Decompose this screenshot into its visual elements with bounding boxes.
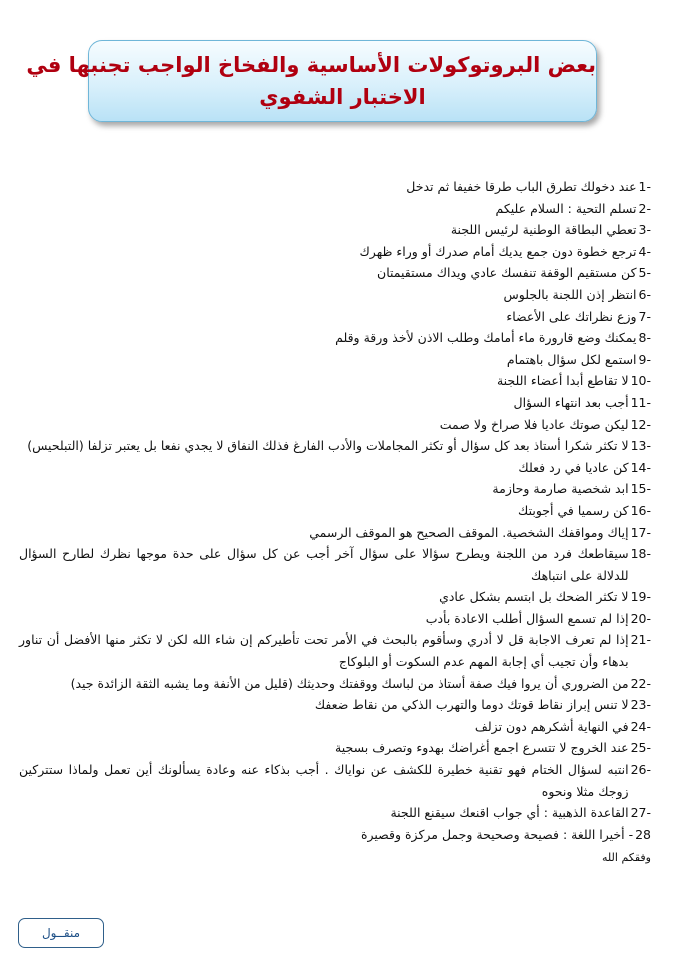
protocol-list [19, 176, 651, 845]
list-item-number: 7- [638, 308, 651, 324]
list-item [19, 586, 651, 608]
list-item [19, 673, 651, 695]
list-item-text: انتبه لسؤال الختام فهو تقنية خطيرة للكشف عن نواياك . أجب بذكاء عنه وعادة يسألونك أين تعمل ولماذا ستتركين زوجك مثلا ونحوه [19, 762, 629, 799]
list-item [19, 608, 651, 630]
list-item [19, 370, 651, 392]
list-item [19, 802, 651, 824]
list-item [19, 522, 651, 544]
list-item [19, 198, 651, 220]
list-item [19, 435, 651, 457]
list-item-number: 28 [635, 826, 651, 842]
list-item-text: تسلم التحية : السلام عليكم [495, 200, 637, 216]
list-item [19, 759, 651, 802]
list-item-text: إذا لم تسمع السؤال أطلب الاعادة بأدب [425, 610, 629, 626]
list-item [19, 824, 651, 846]
list-item-number: 25- [630, 740, 651, 756]
list-item-text: سيقاطعك فرد من اللجنة ويطرح سؤالا على سؤال آخر أجب عن كل سؤال على حدة موجها نظرك لطارح السؤال للدلالة على انتباهك [19, 546, 629, 583]
list-item-number: 1- [638, 179, 651, 194]
list-item [19, 737, 651, 759]
list-item [19, 478, 651, 500]
list-item-text: إياك ومواقفك الشخصية. الموقف الصحيح هو الموقف الرسمي [309, 524, 629, 540]
list-item-text: كن مستقيم الوقفة تنفسك عادي ويداك مستقيمتان [377, 265, 637, 281]
list-item-number: 27- [630, 805, 651, 821]
list-item-number: 21- [630, 632, 651, 648]
list-item-number: 9- [638, 351, 651, 367]
list-item-number: 14- [630, 459, 651, 475]
list-item-number: 19- [630, 589, 651, 605]
list-item [19, 629, 651, 672]
list-item-number: 8- [638, 330, 651, 346]
list-item [19, 716, 651, 738]
page-title-line-1: بعض البروتوكولات الأساسية والفخاخ الواجب تجنبها في [26, 53, 596, 77]
list-item [19, 349, 651, 371]
list-item [19, 176, 651, 198]
list-item-number: 6- [638, 286, 651, 302]
list-item-number: 18- [630, 546, 651, 562]
list-item-number: 23- [630, 697, 651, 713]
list-item-text: انتظر إذن اللجنة بالجلوس [503, 286, 637, 302]
list-item [19, 262, 651, 284]
list-item-text: - أخيرا اللغة : فصيحة وصحيحة وجمل مركزة وقصيرة [360, 826, 634, 842]
list-item [19, 694, 651, 716]
list-item-number: 4- [638, 243, 651, 259]
list-item-text: لا تقاطع أبدا أعضاء اللجنة [496, 373, 629, 389]
list-item [19, 241, 651, 263]
list-item-number: 3- [638, 222, 651, 238]
list-item-text: أجب بعد انتهاء السؤال [513, 394, 629, 410]
list-item-text: كن عاديا في رد فعلك [518, 459, 629, 475]
list-item-text: يمكنك وضع قارورة ماء أمامك وطلب الاذن لأخذ ورقة وقلم [335, 330, 637, 346]
list-item [19, 219, 651, 241]
list-item [19, 284, 651, 306]
list-item-text: ترجع خطوة دون جمع يديك أمام صدرك أو وراء ظهرك [359, 243, 637, 259]
list-item-text: عند دخولك تطرق الباب طرقا خفيفا ثم تدخل [406, 179, 637, 194]
list-item [19, 306, 651, 328]
list-item [19, 543, 651, 586]
list-item-number: 24- [630, 718, 651, 734]
list-item-text: لا تكثر الضحك بل ابتسم بشكل عادي [439, 589, 629, 605]
list-item [19, 457, 651, 479]
list-item-number: 10- [630, 373, 651, 389]
list-item-text: ليكن صوتك عاديا فلا صراخ ولا صمت [439, 416, 629, 432]
list-item-text: إذا لم تعرف الاجابة قل لا أدري وسأقوم بالبحث في الأمر تحت تأطيركم إن شاء الله لكن لا تكثر منها الأفضل أن تناور بدهاء وأن تجيب أي إجابة المهم عدم السكوت أو البلوكاج [19, 632, 629, 670]
list-item-text: في النهاية أشكرهم دون تزلف [474, 718, 629, 734]
list-item-text: تعطي البطاقة الوطنية لرئيس اللجنة [450, 222, 637, 238]
list-item-number: 11- [630, 394, 651, 410]
list-item-number: 22- [630, 675, 651, 691]
list-item-text: لا تكثر شكرا أستاذ بعد كل سؤال أو تكثر المجاملات والأدب الفارغ فذلك النفاق لا يجدي نفعا بل يعتبر تزلفا (التبلحيس) [27, 438, 629, 454]
list-item-text: وزع نظراتك على الأعضاء [506, 308, 637, 324]
list-item-text: القاعدة الذهبية : أي جواب اقنعك سيقنع اللجنة [390, 805, 629, 821]
source-badge: منقــول [18, 918, 104, 948]
list-item-number: 2- [638, 200, 651, 216]
list-item-text: لا تنس إبراز نقاط قوتك دوما والتهرب الذكي من نقاط ضعفك [314, 697, 629, 713]
list-item-number: 13- [630, 438, 651, 454]
list-item [19, 500, 651, 522]
list-item-number: 17- [630, 524, 651, 540]
closing-note: وفقكم الله [602, 851, 651, 864]
list-item-number: 26- [630, 762, 651, 778]
list-item-text: كن رسميا في أجوبتك [518, 502, 629, 518]
list-item-text: ابد شخصية صارمة وحازمة [492, 481, 629, 497]
list-item-number: 12- [630, 416, 651, 432]
list-item-number: 16- [630, 502, 651, 518]
page-title-line-2: الاختبار الشفوي [259, 85, 426, 109]
list-item-number: 20- [630, 610, 651, 626]
list-item [19, 392, 651, 414]
list-item [19, 414, 651, 436]
list-item-text: من الضروري أن يروا فيك صفة أستاذ من لباسك ووقفتك وحديثك (قليل من الأنفة وما يشبه الثقة الزائدة جيد) [70, 675, 629, 691]
list-item-number: 15- [630, 481, 651, 497]
list-item-text: عند الخروج لا تتسرع اجمع أغراضك بهدوء وتصرف بسجية [335, 740, 629, 756]
list-item [19, 327, 651, 349]
list-item-text: استمع لكل سؤال باهتمام [506, 351, 637, 367]
title-banner [26, 40, 597, 122]
list-item-number: 5- [638, 265, 651, 281]
